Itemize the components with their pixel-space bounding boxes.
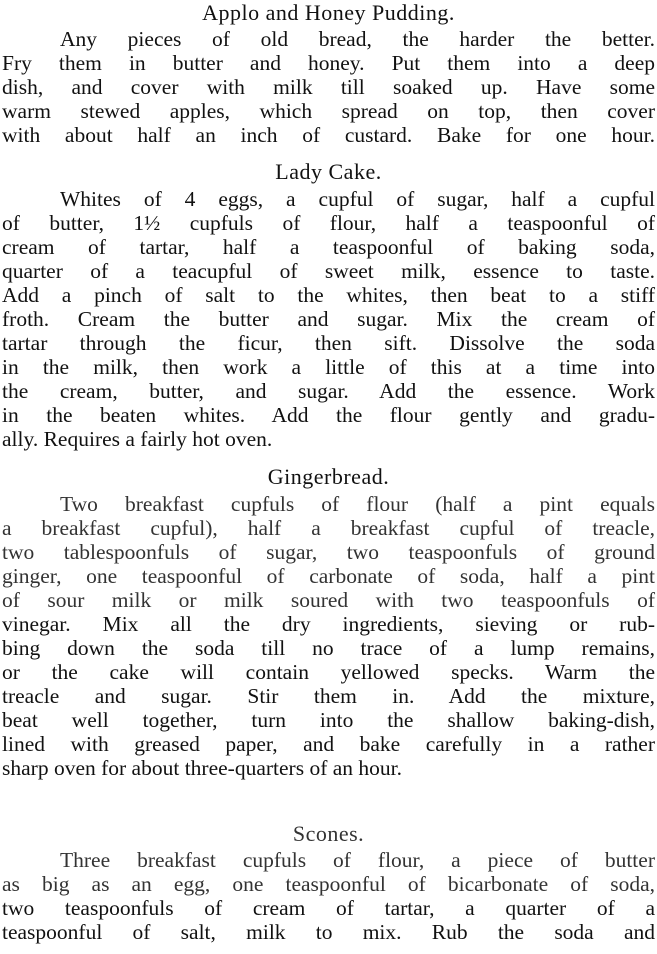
recipe-title: Lady Cake.	[275, 159, 382, 184]
text-line: Two breakfast cupfuls of flour (half a pint equals	[60, 492, 655, 516]
text-line: beat well together, turn into the shallow baking-dish,	[2, 708, 655, 732]
text-line: with about half an inch of custard. Bake for one hour.	[2, 123, 655, 147]
text-line: lined with greased paper, and bake carefully in a rather	[2, 732, 655, 756]
text-line: Whites of 4 eggs, a cupful of sugar, half a cupful	[60, 187, 655, 211]
recipe-title: Scones.	[292, 821, 365, 846]
text-line: ginger, one teaspoonful of carbonate of soda, half a pint	[2, 564, 655, 588]
text-line: of sour milk or milk soured with two teaspoonfuls of	[2, 588, 655, 612]
text-line: warm stewed apples, which spread on top, then cover	[2, 99, 655, 123]
text-line: bing down the soda till no trace of a lump remains,	[2, 636, 655, 660]
text-line: two teaspoonfuls of cream of tartar, a quarter of a	[2, 896, 655, 920]
text-line: as big as an egg, one teaspoonful of bicarbonate of soda,	[2, 872, 655, 896]
text-line: treacle and sugar. Stir them in. Add the mixture,	[2, 684, 655, 708]
text-line: cream of tartar, half a teaspoonful of baking soda,	[2, 235, 655, 259]
text-line: teaspoonful of salt, milk to mix. Rub the soda and	[2, 920, 655, 944]
text-line: vinegar. Mix all the dry ingredients, sieving or rub-	[2, 612, 655, 636]
text-line: Three breakfast cupfuls of flour, a piece of butter	[60, 848, 655, 872]
text-line: tartar through the ficur, then sift. Dissolve the soda	[2, 331, 655, 355]
text-line: two tablespoonfuls of sugar, two teaspoonfuls of ground	[2, 540, 655, 564]
text-line: in the beaten whites. Add the flour gently and gradu-	[2, 403, 655, 427]
text-line: the cream, butter, and sugar. Add the essence. Work	[2, 379, 655, 403]
text-line: Add a pinch of salt to the whites, then beat to a stiff	[2, 283, 655, 307]
text-line: sharp oven for about three-quarters of an hour.	[2, 756, 402, 780]
text-line: Fry them in butter and honey. Put them into a deep	[2, 51, 655, 75]
text-line: or the cake will contain yellowed specks. Warm the	[2, 660, 655, 684]
text-line: a breakfast cupful), half a breakfast cupful of treacle,	[2, 516, 655, 540]
text-line: Any pieces of old bread, the harder the better.	[60, 27, 655, 51]
text-line: froth. Cream the butter and sugar. Mix the cream of	[2, 307, 655, 331]
text-line: of butter, 1½ cupfuls of flour, half a teaspoonful of	[2, 211, 655, 235]
recipe-title: Gingerbread.	[267, 464, 390, 489]
text-line: in the milk, then work a little of this at a time into	[2, 355, 655, 379]
recipe-title: Applo and Honey Pudding.	[202, 0, 455, 25]
text-line: quarter of a teacupful of sweet milk, essence to taste.	[2, 259, 655, 283]
text-line: dish, and cover with milk till soaked up. Have some	[2, 75, 655, 99]
text-line: ally. Requires a fairly hot oven.	[2, 427, 273, 451]
